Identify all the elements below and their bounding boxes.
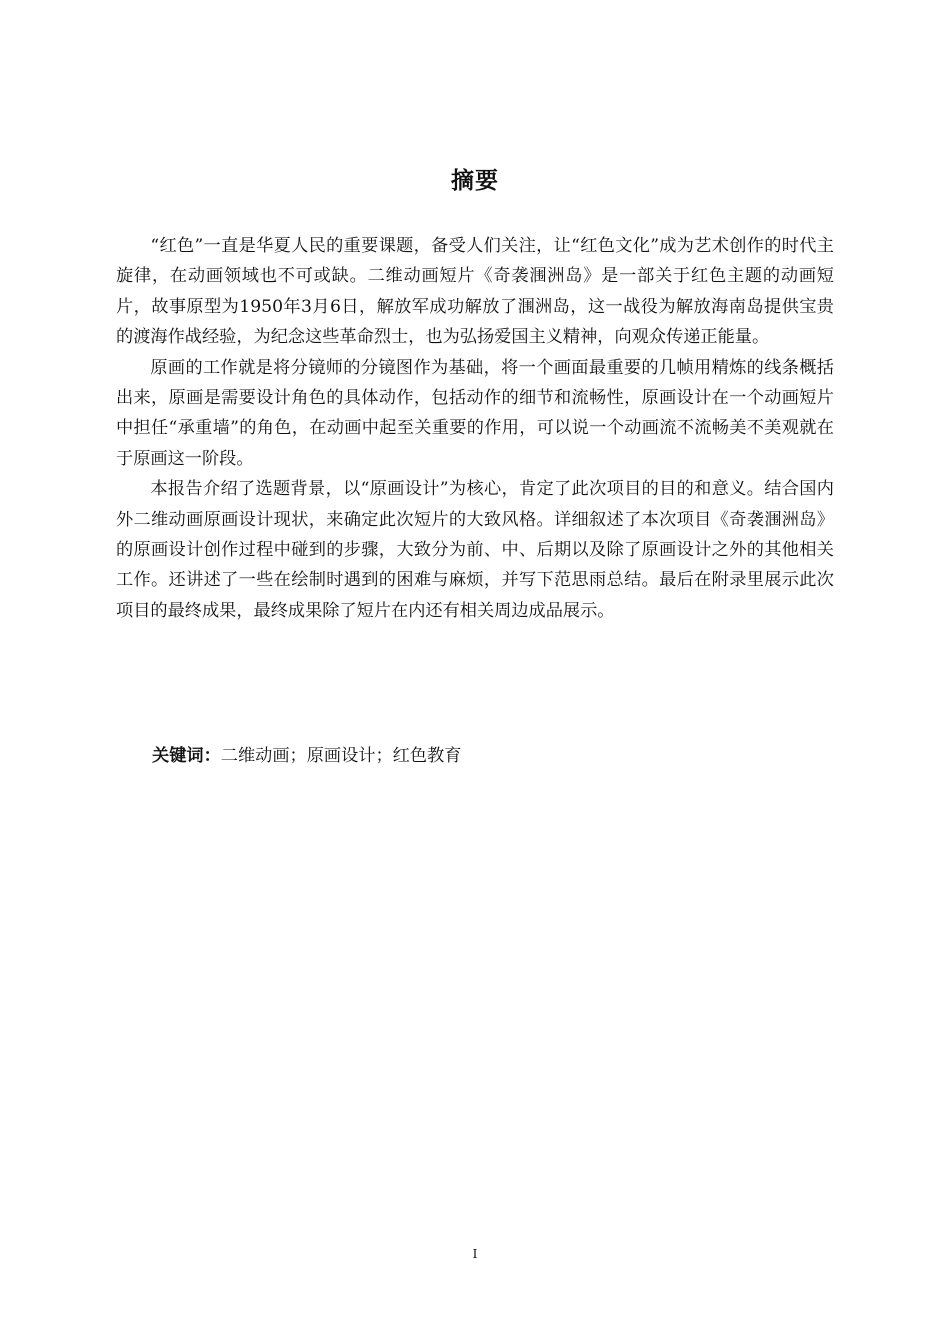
keywords-label: 关键词：: [152, 746, 221, 766]
page-number: I: [472, 1247, 478, 1261]
abstract-paragraph-3: 本报告介绍了选题背景，以“原画设计”为核心，肯定了此次项目的目的和意义。结合国内外二维动画原画设计现状，来确定此次短片的大致风格。详细叙述了本次项目《奇袭涠洲岛》的原画设计创作过程中碰到的步骤，大致分为前、中、后期以及除了原画设计之外的其他相关工作。还讲述了一些在绘制时遇到的困难与麻烦，并写下范思雨总结。最后在附录里展示此次项目的最终成果，最终成果除了短片在内还有相关周边成品展示。: [116, 479, 834, 621]
keywords-line: [152, 741, 832, 771]
abstract-title: 摘要: [451, 168, 499, 194]
abstract-paragraph-1: “红色”一直是华夏人民的重要课题，备受人们关注，让“红色文化”成为艺术创作的时代主旋律，在动画领域也不可或缺。二维动画短片《奇袭涠洲岛》是一部关于红色主题的动画短片，故事原型为1950年3月6日，解放军成功解放了涠洲岛，这一战役为解放海南岛提供宝贵的渡海作战经验，为纪念这些革命烈士，也为弘扬爱国主义精神，向观众传递正能量。: [116, 236, 834, 348]
abstract-body: [116, 231, 834, 626]
keywords-value: 二维动画；原画设计；红色教育: [220, 746, 462, 766]
abstract-paragraph-2: 原画的工作就是将分镜师的分镜图作为基础，将一个画面最重要的几帧用精炼的线条概括出来，原画是需要设计角色的具体动作，包括动作的细节和流畅性，原画设计在一个动画短片中担任“承重墙”的角色，在动画中起至关重要的作用，可以说一个动画流不流畅美不美观就在于原画这一阶段。: [116, 357, 834, 469]
